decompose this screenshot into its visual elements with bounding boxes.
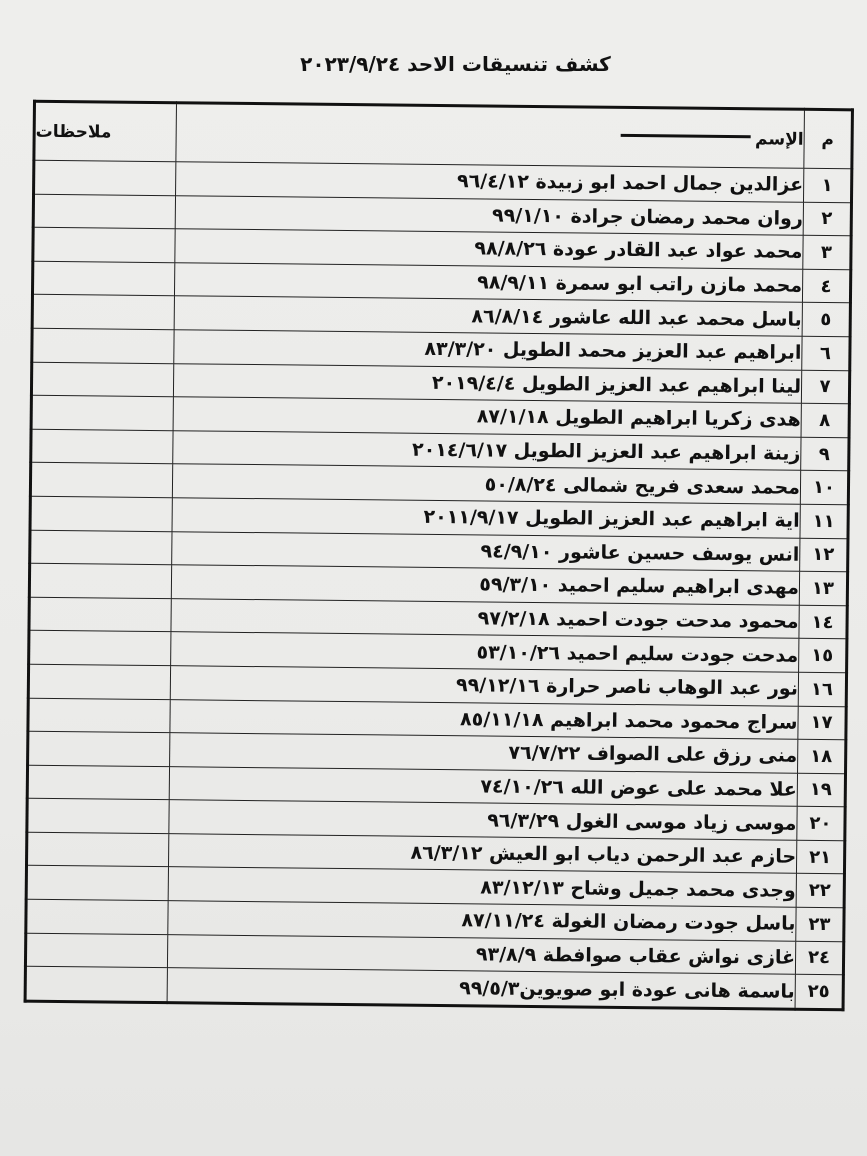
- row-name: ابراهيم عبد العزيز محمد الطويل ٨٣/٣/٢٠: [174, 330, 802, 370]
- row-number: ١٩: [797, 773, 845, 807]
- row-notes: [30, 463, 172, 498]
- row-number: ٨: [801, 403, 849, 437]
- row-number: ١٣: [799, 571, 847, 605]
- row-name: باسل محمد عبد الله عاشور ٨٦/٨/١٤: [174, 296, 802, 336]
- roster-table: [24, 100, 854, 1011]
- row-notes: [29, 597, 171, 632]
- row-notes: [27, 798, 169, 833]
- row-number: ٧: [801, 370, 849, 404]
- row-number: ٤: [802, 269, 850, 303]
- row-name: لينا ابراهيم عبد العزيز الطويل ٢٠١٩/٤/٤: [173, 363, 801, 403]
- row-name: سراج محمود محمد ابراهيم ٨٥/١١/١٨: [170, 699, 798, 739]
- roster-body: [25, 160, 852, 1009]
- row-notes: [33, 227, 175, 262]
- row-name: روان محمد رمضان جرادة ٩٩/١/١٠: [175, 195, 803, 235]
- row-number: ٣: [803, 235, 851, 269]
- row-number: ٢: [803, 202, 851, 236]
- row-notes: [27, 832, 169, 867]
- row-notes: [28, 664, 170, 699]
- row-number: ٦: [802, 336, 850, 370]
- row-notes: [27, 765, 169, 800]
- row-notes: [30, 530, 172, 565]
- row-number: ١٥: [799, 639, 847, 673]
- row-name: مهدى ابراهيم سليم احميد ٥٩/٣/١٠: [171, 565, 799, 605]
- row-number: ١١: [800, 504, 848, 538]
- row-notes: [26, 866, 168, 901]
- row-name: باسمة هانى عودة ابو صويوين٩٩/٥/٣: [167, 968, 795, 1009]
- row-number: ١٦: [798, 672, 846, 706]
- row-name: وجدى محمد جميل وشاح ٨٣/١٢/١٣: [168, 867, 796, 907]
- row-notes: [34, 160, 176, 195]
- row-notes: [28, 731, 170, 766]
- row-number: ١: [803, 168, 851, 202]
- row-number: ٥: [802, 303, 850, 337]
- row-notes: [25, 933, 167, 968]
- row-notes: [31, 429, 173, 464]
- row-name: منى رزق على الصواف ٧٦/٧/٢٢: [170, 733, 798, 773]
- header-number: م: [804, 109, 853, 168]
- row-name: نور عبد الوهاب ناصر حرارة ٩٩/١٢/١٦: [170, 666, 798, 706]
- row-notes: [28, 698, 170, 733]
- row-number: ١٢: [800, 538, 848, 572]
- row-number: ١٠: [800, 471, 848, 505]
- header-underline: [621, 134, 751, 138]
- row-notes: [29, 631, 171, 666]
- roster-table-wrapper: [23, 100, 851, 1059]
- row-notes: [25, 966, 167, 1002]
- row-name: عزالدين جمال احمد ابو زبيدة ٩٦/٤/١٢: [176, 162, 804, 202]
- row-name: حازم عبد الرحمن دياب ابو العيش ٨٦/٣/١٢: [168, 834, 796, 874]
- row-notes: [30, 496, 172, 531]
- row-number: ١٧: [798, 706, 846, 740]
- row-name: اية ابراهيم عبد العزيز الطويل ٢٠١١/٩/١٧: [172, 498, 800, 538]
- row-name: علا محمد على عوض الله ٧٤/١٠/٢٦: [169, 766, 797, 806]
- row-name: انس يوسف حسين عاشور ٩٤/٩/١٠: [172, 531, 800, 571]
- row-notes: [32, 295, 174, 330]
- row-notes: [32, 328, 174, 363]
- row-name: غازى نواش عقاب صوافطة ٩٣/٨/٩: [167, 934, 795, 974]
- row-name: موسى زياد موسى الغول ٩٦/٣/٢٩: [169, 800, 797, 840]
- row-name: زينة ابراهيم عبد العزيز الطويل ٢٠١٤/٦/١٧: [173, 430, 801, 470]
- row-name: محمد عواد عبد القادر عودة ٩٨/٨/٢٦: [175, 229, 803, 269]
- row-notes: [26, 899, 168, 934]
- row-number: ٢٢: [796, 874, 844, 908]
- row-number: ٢٥: [795, 974, 843, 1009]
- row-notes: [33, 194, 175, 229]
- header-row: [34, 101, 853, 169]
- row-name: هدى زكريا ابراهيم الطويل ٨٧/١/١٨: [173, 397, 801, 437]
- row-name: محمد سعدى فريح شمالى ٥٠/٨/٢٤: [172, 464, 800, 504]
- row-notes: [31, 362, 173, 397]
- row-number: ٢٣: [796, 907, 844, 941]
- row-notes: [29, 563, 171, 598]
- table-row: [25, 966, 843, 1009]
- document-title: كشف تنسيقات الاحد ٢٠٢٣/٩/٢٤: [300, 52, 611, 76]
- row-name: باسل جودت رمضان الغولة ٨٧/١١/٢٤: [168, 901, 796, 941]
- row-name: محمود مدحت جودت احميد ٩٧/٢/١٨: [171, 598, 799, 638]
- row-name: مدحت جودت سليم احميد ٥٣/١٠/٢٦: [171, 632, 799, 672]
- row-notes: [31, 395, 173, 430]
- header-name-label: الإسم: [755, 128, 804, 150]
- row-notes: [32, 261, 174, 296]
- row-number: ٢١: [796, 840, 844, 874]
- header-notes: ملاحظات: [34, 101, 177, 161]
- header-name: [176, 103, 805, 169]
- row-number: ٩: [801, 437, 849, 471]
- row-number: ٢٠: [797, 807, 845, 841]
- row-number: ٢٤: [795, 941, 843, 975]
- row-name: محمد مازن راتب ابو سمرة ٩٨/٩/١١: [174, 262, 802, 302]
- row-number: ١٨: [798, 739, 846, 773]
- row-number: ١٤: [799, 605, 847, 639]
